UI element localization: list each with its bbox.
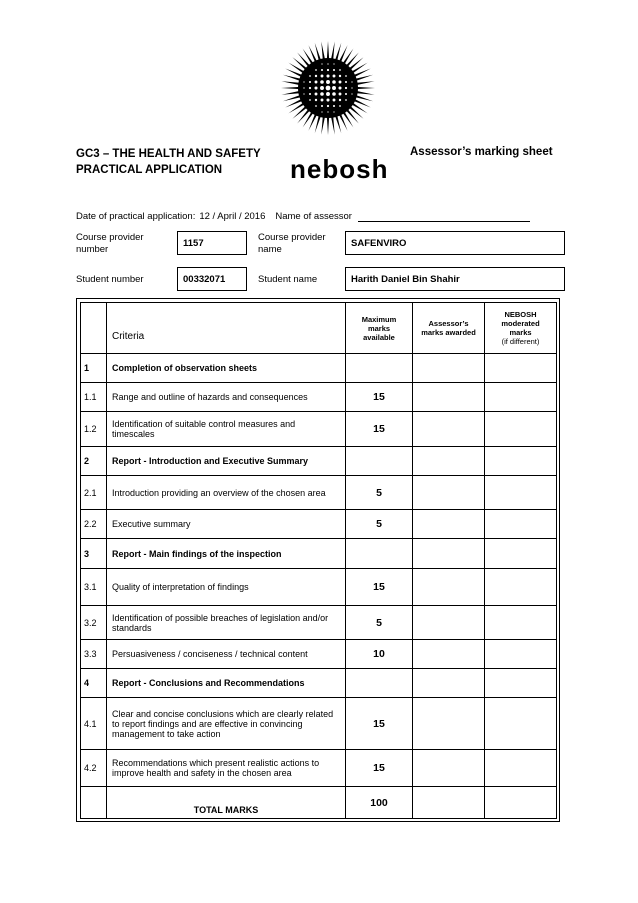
student-number-field[interactable]: 00332071 — [177, 267, 247, 291]
assessor-label: Name of assessor — [275, 211, 352, 222]
row-number: 1.2 — [81, 412, 107, 447]
row-assessor-marks-field[interactable] — [413, 569, 485, 606]
row-number: 4 — [81, 669, 107, 698]
date-assessor-line — [76, 211, 530, 222]
row-max-marks — [346, 669, 413, 698]
section-row — [81, 539, 557, 569]
row-number: 4.2 — [81, 750, 107, 787]
row-criteria: Quality of interpretation of findings — [107, 569, 346, 606]
row-nebosh-marks-field[interactable] — [485, 383, 557, 412]
row-max-marks: 15 — [346, 698, 413, 750]
row-nebosh-marks-field[interactable] — [485, 412, 557, 447]
criteria-row — [81, 383, 557, 412]
row-number: 3.3 — [81, 640, 107, 669]
row-number: 4.1 — [81, 698, 107, 750]
row-assessor-marks-field[interactable] — [413, 669, 485, 698]
total-label: TOTAL MARKS — [107, 787, 346, 819]
header-nebosh-line: marks — [509, 328, 532, 337]
row-assessor-marks-field[interactable] — [413, 354, 485, 383]
row-nebosh-marks-field[interactable] — [485, 569, 557, 606]
header-assessor-marks — [413, 303, 485, 354]
row-number: 2 — [81, 447, 107, 476]
row-criteria: Report - Conclusions and Recommendations — [107, 669, 346, 698]
student-number-label: Student number — [76, 274, 144, 285]
provider-name-field[interactable]: SAFENVIRO — [345, 231, 565, 255]
criteria-row — [81, 510, 557, 539]
date-value: 12 / April / 2016 — [199, 211, 266, 222]
row-assessor-marks-field[interactable] — [413, 640, 485, 669]
row-criteria: Recommendations which present realistic actions to improve health and safety in the chosen area — [107, 750, 346, 787]
provider-name-label: Course provider name — [258, 232, 326, 255]
header-max-line: available — [363, 332, 395, 342]
row-nebosh-marks-field[interactable] — [485, 510, 557, 539]
row-criteria: Range and outline of hazards and consequences — [107, 383, 346, 412]
row-assessor-marks-field[interactable] — [413, 476, 485, 510]
provider-number-field[interactable]: 1157 — [177, 231, 247, 255]
row-nebosh-marks-field[interactable] — [485, 447, 557, 476]
header-assessor-line: marks awarded — [421, 328, 476, 337]
header-number-cell — [81, 303, 107, 354]
marking-table — [80, 302, 557, 819]
criteria-row — [81, 750, 557, 787]
row-number: 1 — [81, 354, 107, 383]
row-assessor-marks-field[interactable] — [413, 412, 485, 447]
row-max-marks — [346, 354, 413, 383]
total-row — [81, 787, 557, 819]
row-nebosh-marks-field[interactable] — [485, 669, 557, 698]
criteria-row — [81, 476, 557, 510]
row-number: 3.2 — [81, 606, 107, 640]
row-number: 1.1 — [81, 383, 107, 412]
date-label: Date of practical application: — [76, 211, 196, 222]
row-criteria: Identification of suitable control measures and timescales — [107, 412, 346, 447]
header-nebosh-line: moderated — [501, 319, 540, 328]
total-max-marks: 100 — [346, 787, 413, 819]
nebosh-logo-icon — [280, 40, 376, 136]
row-criteria: Identification of possible breaches of legislation and/or standards — [107, 606, 346, 640]
header-max-line: marks — [367, 323, 391, 333]
criteria-row — [81, 640, 557, 669]
header-criteria: Criteria — [107, 303, 346, 354]
table-header-row — [81, 303, 557, 354]
row-nebosh-marks-field[interactable] — [485, 354, 557, 383]
row-nebosh-marks-field[interactable] — [485, 476, 557, 510]
row-criteria: Completion of observation sheets — [107, 354, 346, 383]
row-number: 2.1 — [81, 476, 107, 510]
row-max-marks: 10 — [346, 640, 413, 669]
row-assessor-marks-field[interactable] — [413, 698, 485, 750]
row-criteria: Executive summary — [107, 510, 346, 539]
row-assessor-marks-field[interactable] — [413, 447, 485, 476]
header-max-marks — [346, 303, 413, 354]
row-number: 3.1 — [81, 569, 107, 606]
row-criteria: Persuasiveness / conciseness / technical content — [107, 640, 346, 669]
row-nebosh-marks-field[interactable] — [485, 606, 557, 640]
marking-table-frame — [76, 298, 560, 822]
row-max-marks: 5 — [346, 606, 413, 640]
row-criteria: Introduction providing an overview of the chosen area — [107, 476, 346, 510]
row-max-marks: 15 — [346, 750, 413, 787]
sheet-title: Assessor’s marking sheet — [410, 146, 553, 158]
row-assessor-marks-field[interactable] — [413, 539, 485, 569]
row-max-marks: 5 — [346, 510, 413, 539]
section-row — [81, 669, 557, 698]
student-name-label: Student name — [258, 274, 318, 285]
row-max-marks: 5 — [346, 476, 413, 510]
row-assessor-marks-field[interactable] — [413, 510, 485, 539]
header-nebosh-line: NEBOSH — [504, 310, 537, 319]
row-max-marks: 15 — [346, 383, 413, 412]
header-assessor-line: Assessor’s — [428, 319, 469, 328]
row-assessor-marks-field[interactable] — [413, 606, 485, 640]
row-nebosh-marks-field[interactable] — [485, 750, 557, 787]
row-max-marks: 15 — [346, 569, 413, 606]
total-assessor-marks-field[interactable] — [413, 787, 485, 819]
criteria-row — [81, 569, 557, 606]
criteria-row — [81, 698, 557, 750]
row-nebosh-marks-field[interactable] — [485, 640, 557, 669]
row-max-marks: 15 — [346, 412, 413, 447]
row-max-marks — [346, 539, 413, 569]
course-title: GC3 – THE HEALTH AND SAFETY PRACTICAL APPLICATION — [76, 148, 261, 176]
header-max-line: Maximum — [361, 314, 397, 324]
header-nebosh-line: (if different) — [501, 337, 540, 346]
criteria-row — [81, 606, 557, 640]
row-number: 3 — [81, 539, 107, 569]
row-number: 2.2 — [81, 510, 107, 539]
row-nebosh-marks-field[interactable] — [485, 698, 557, 750]
section-row — [81, 354, 557, 383]
assessor-name-field[interactable] — [358, 211, 530, 222]
criteria-row — [81, 412, 557, 447]
provider-number-label: Course provider number — [76, 232, 144, 255]
row-criteria: Report - Introduction and Executive Summary — [107, 447, 346, 476]
header-nebosh-marks — [485, 303, 557, 354]
total-number-cell — [81, 787, 107, 819]
row-criteria: Clear and concise conclusions which are clearly related to report findings and are effective in convincing management to take action — [107, 698, 346, 750]
section-row — [81, 447, 557, 476]
row-nebosh-marks-field[interactable] — [485, 539, 557, 569]
row-criteria: Report - Main findings of the inspection — [107, 539, 346, 569]
student-name-field[interactable]: Harith Daniel Bin Shahir — [345, 267, 565, 291]
total-nebosh-marks-field[interactable] — [485, 787, 557, 819]
row-assessor-marks-field[interactable] — [413, 383, 485, 412]
row-assessor-marks-field[interactable] — [413, 750, 485, 787]
row-max-marks — [346, 447, 413, 476]
nebosh-logo-text: nebosh — [290, 154, 389, 184]
